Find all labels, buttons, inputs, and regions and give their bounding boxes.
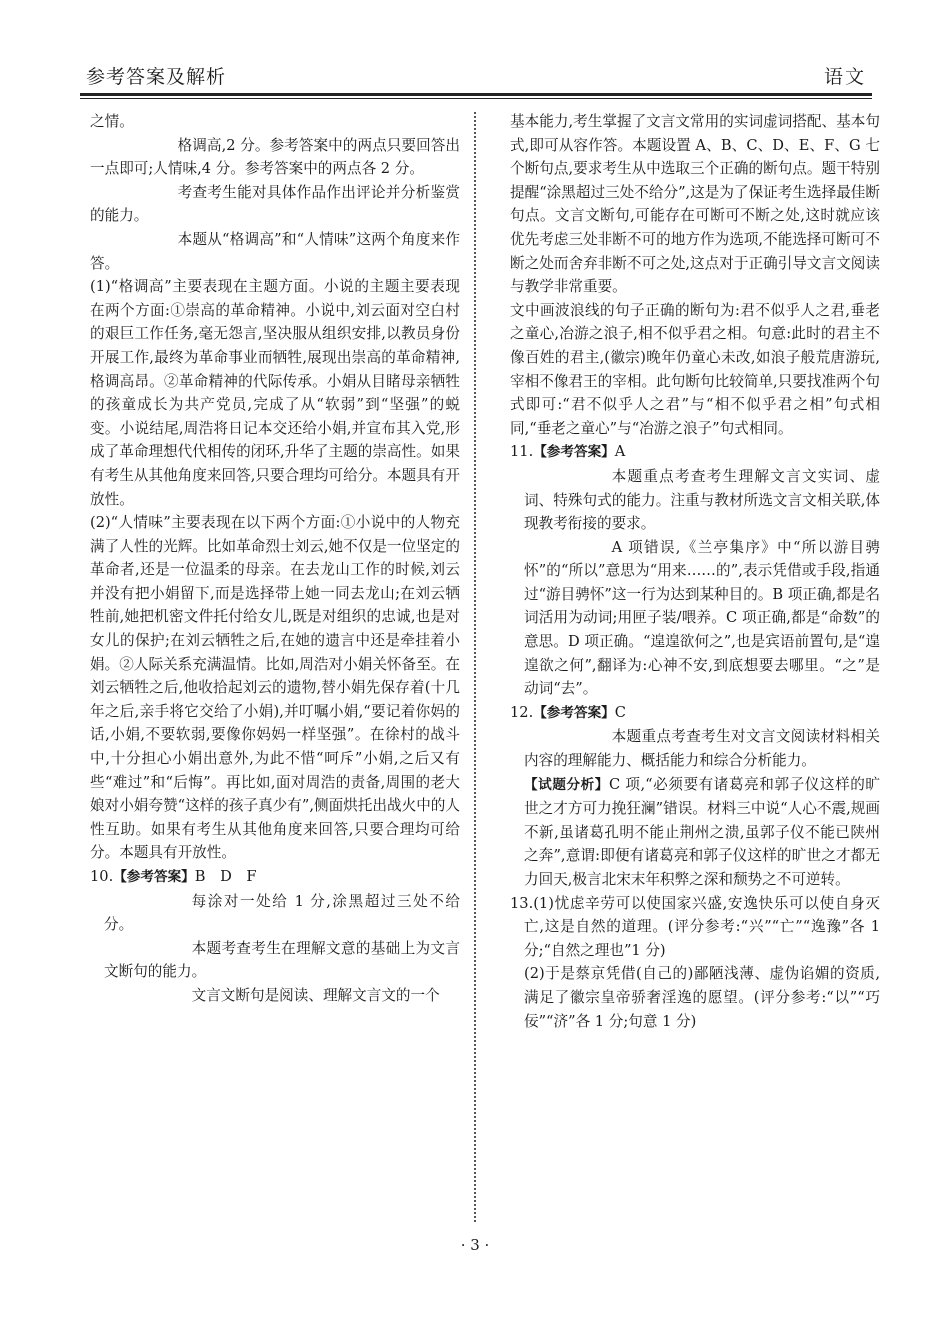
header-rule-thin (80, 98, 872, 99)
paragraph: 本题从“格调高”和“人情味”这两个角度来作答。 (90, 230, 460, 272)
analysis-tag: 【试题分析】 (524, 776, 609, 793)
answer-tag: 【参考答案】 (533, 704, 615, 721)
paragraph: 之情。 (90, 113, 134, 130)
answer-value: C (614, 703, 626, 721)
paragraph: 本题考查考生在理解文意的基础上为文言文断句的能力。 (104, 939, 460, 981)
question-11 (510, 440, 880, 701)
paragraph: 文言文断句是阅读、理解文言文的一个 (191, 986, 440, 1004)
paragraph: (2)“人情味”主要表现在以下两个方面:①小说中的人物充满了人性的光辉。比如革命烈士刘云,她不仅是一位坚定的革命者,还是一位温柔的母亲。在去龙山工作的时候,刘云并没有把小娟留下,而是选择带上她一同去龙山;在刘云牺牲前,她把机密文件托付给女儿,既是对组织的忠诚,也是对女儿的保护;在刘云牺牲之后,在她的遗言中还是牵挂着小娟。②人际关系充满温情。比如,周浩对小娟关怀备至。在刘云牺牲之后,他收拾起刘云的遗物,替小娟先保存着(十几年之后,亲手将它交给了小娟),并叮嘱小娟,“要记着你妈的话,小娟,不要软弱,要像你妈妈一样坚强”。在徐村的战斗中,十分担心小娟出意外,为此不惜“呵斥”小娟,之后又有些“难过”和“后悔”。再比如,面对周浩的责备,周围的老大娘对小娟夸赞“这样的孩子真少有”,侧面烘托出战火中的人性互助。如果有考生从其他角度来回答,只要合理均可给分。本题具有开放性。 (90, 514, 460, 862)
right-column (510, 110, 880, 1033)
answer-value: B D F (194, 868, 257, 885)
paragraph: 文中画波浪线的句子正确的断句为:君不似乎人之君,垂老之童心,冶游之浪子,相不似乎君之相。句意:此时的君主不像百姓的君主,(徽宗)晚年仍童心未改,如浪子般荒唐游玩,宰相不像君王的宰相。此句断句比较简单,只要找准两个句式即可:“君不似乎人之君”与“相不似乎君之相”句式相同,“垂老之童心”与“冶游之浪子”句式相同。 (510, 301, 880, 437)
page-header (80, 60, 872, 90)
paragraph: (2)于是蔡京凭借(自己的)鄙陋浅薄、虚伪谄媚的资质,满足了徽宗皇帝骄奢淫逸的愿望。(评分参考:“以”“巧佞”“济”各 1 分;句意 1 分) (524, 965, 880, 1030)
question-number: 11. (510, 443, 534, 461)
answer-tag: 【参考答案】 (533, 444, 615, 461)
paragraph: (1)“格调高”主要表现在主题方面。小说的主题主要表现在两个方面:①崇高的革命精神。小说中,刘云面对空白村的艰巨工作任务,毫无怨言,坚决服从组织安排,以教员身份开展工作,最终为革命事业而牺牲,展现出崇高的革命精神,格调高昂。②革命精神的代际传承。小娟从目睹母亲牺牲的孩童成长为共产党员,完成了从“软弱”到“坚强”的蜕变。小说结尾,周浩将日记本交还给小娟,并宣布其入党,形成了革命理想代代相传的闭环,升华了主题的崇高性。如果有考生从其他角度来回答,只要合理均可给分。本题具有开放性。 (90, 278, 460, 508)
answer-text: (1)忧虑辛劳可以使国家兴盛,安逸快乐可以使自身灭亡,这是自然的道理。(评分参考:“兴”“亡”“逸豫”各 1 分;“自然之理也”1 分) (524, 894, 880, 959)
paragraph: 基本能力,考生掌握了文言文常用的实词虚词搭配、基本句式,即可从容作答。本题设置 A、B、C、D、E、F、G 七个断句点,要求考生从中选取三个正确的断句点。题干特别提醒“涂黑超过三处不给分”,这是为了保证考生选择最佳断句点。文言文断句,可能存在可断可不断之处,这时就应该优先考虑三处非断不可的地方作为选项,不能选择可断可不断之处而舍弃非断不可之处,这点对于正确引导文言文阅读与教学非常重要。 (510, 113, 880, 296)
header-title: 参考答案及解析 (86, 66, 227, 88)
paragraph: 本题重点考查考生理解文言文实词、虚词、特殊句式的能力。注重与教材所选文言文相关联,体现教考衔接的要求。 (524, 467, 880, 533)
question-number: 12. (510, 703, 534, 721)
answer-value: A (614, 443, 626, 461)
page-number: · 3 · (460, 1236, 490, 1254)
paragraph: 格调高,2 分。参考答案中的两点只要回答出一点即可;人情味,4 分。参考答案中的两点各 2 分。 (90, 136, 460, 178)
header-rule-thick (80, 93, 872, 96)
paragraph: 本题重点考查考生对文言文阅读材料相关内容的理解能力、概括能力和综合分析能力。 (524, 728, 880, 770)
left-column (90, 110, 460, 1008)
paragraph: 每涂对一处给 1 分,涂黑超过三处不给分。 (104, 892, 460, 934)
column-divider (474, 112, 476, 1222)
question-10 (90, 865, 460, 1008)
analysis-text: C 项,“必须要有诸葛亮和郭子仪这样的旷世之才方可力挽狂澜”错误。材料三中说“人心不震,规画不新,虽诸葛孔明不能止荆州之溃,虽郭子仪不能已陕州之奔”,意谓:即便有诸葛亮和郭子仪这样的旷世之才都无力回天,极言北宋末年积弊之深和颓势之不可逆转。 (524, 775, 880, 888)
question-number: 10. (90, 868, 114, 885)
question-number: 13. (510, 894, 534, 912)
paragraph: 考查考生能对具体作品作出评论并分析鉴赏的能力。 (90, 183, 460, 225)
answer-tag: 【参考答案】 (113, 869, 195, 885)
paragraph: A 项错误,《兰亭集序》中“所以游目骋怀”的“所以”意思为“用来……的”,表示凭借或手段,指通过“游目骋怀”这一行为达到某种目的。B 项正确,都是名词活用为动词;用匣子装/喂养。C 项正确,都是“命数”的意思。D 项正确。“遑遑欲何之”,也是宾语前置句,是“遑遑欲之何”,翻译为:心神不安,到底想要去哪里。“之”是动词“去”。 (524, 538, 880, 698)
question-13 (510, 892, 880, 1034)
question-12 (510, 701, 880, 892)
header-subject: 语文 (823, 66, 866, 88)
